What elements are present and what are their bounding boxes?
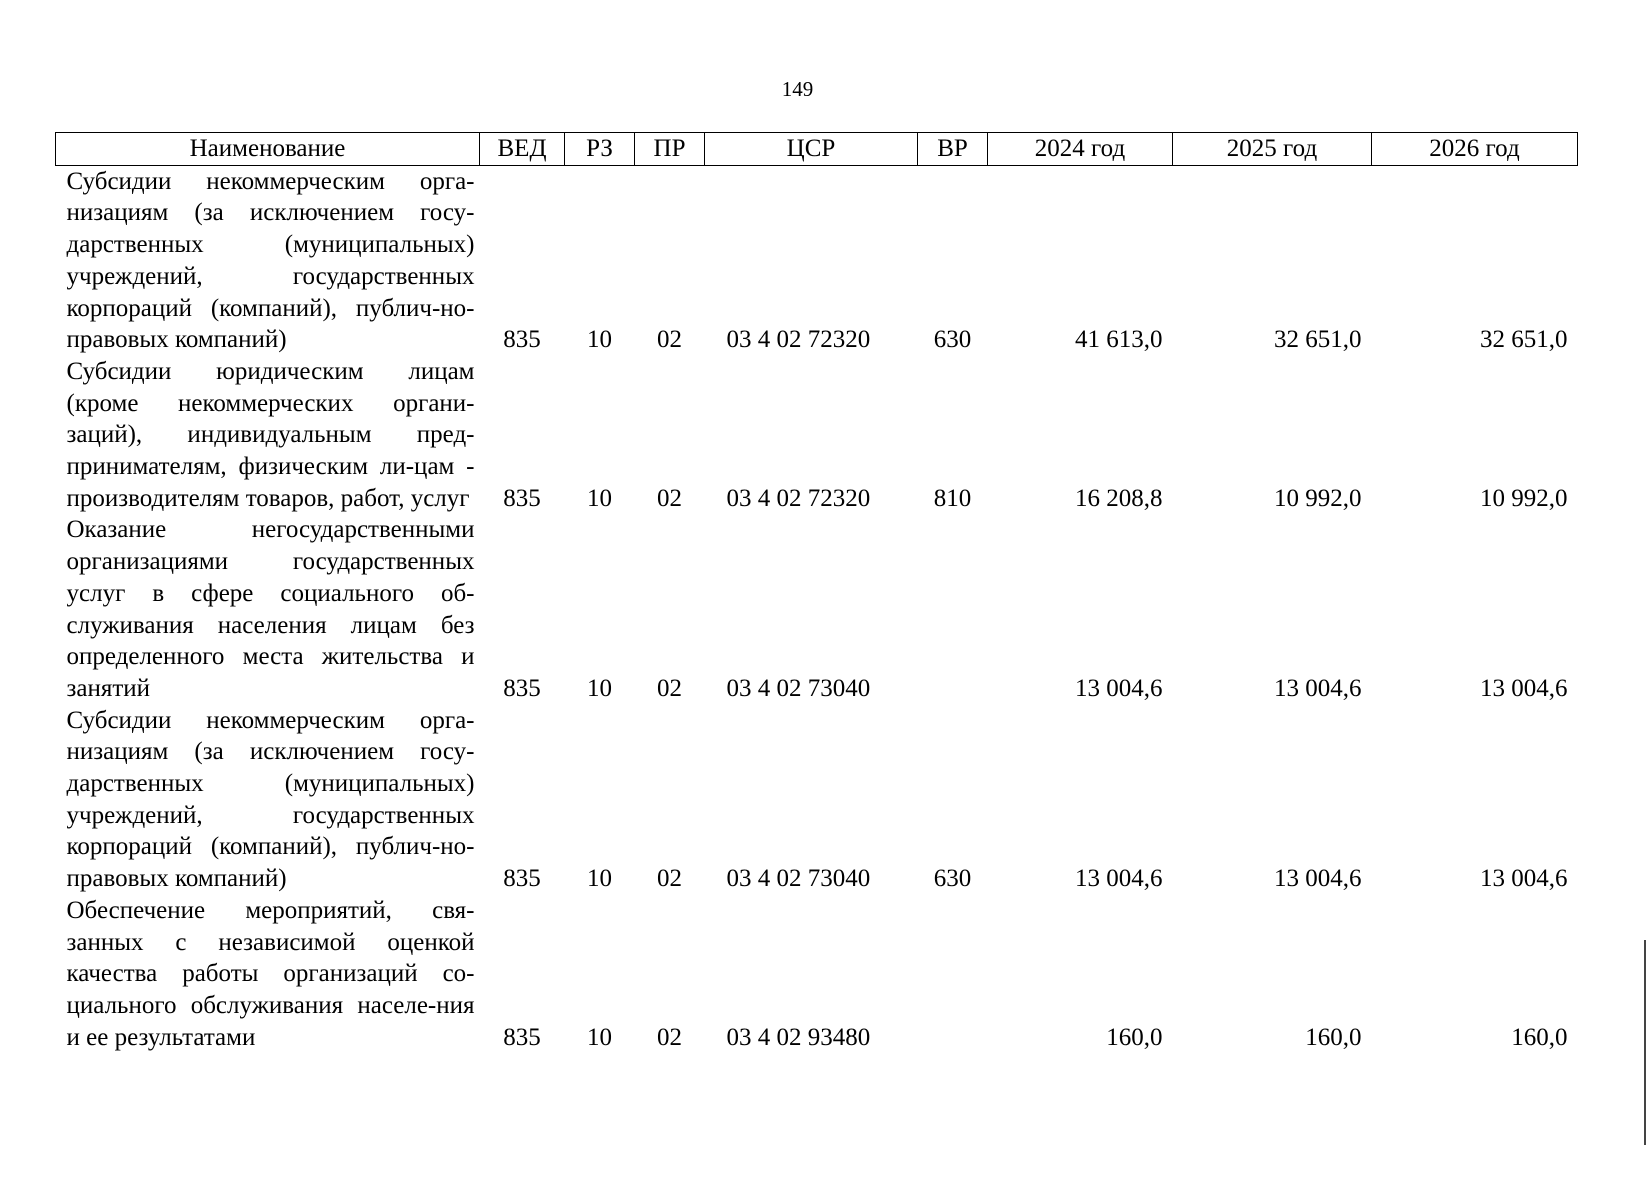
row-csr: 03 4 02 93480 (726, 1023, 871, 1051)
header-2024: 2024 год (988, 133, 1173, 166)
row-vr (918, 895, 988, 1054)
row-vr: 630 (933, 865, 972, 893)
page-number: 149 (781, 77, 814, 101)
row-pr: 02 (657, 484, 682, 512)
row-2025: 13 004,6 (1274, 865, 1362, 893)
row-rz: 10 (587, 674, 612, 702)
row-2026: 13 004,6 (1480, 865, 1568, 893)
row-csr: 03 4 02 73040 (726, 865, 871, 893)
scan-edge-line (1644, 940, 1646, 1145)
row-2026: 10 992,0 (1480, 484, 1568, 512)
row-ved: 835 (503, 865, 541, 893)
header-ved: ВЕД (480, 133, 565, 166)
row-name: Оказание негосударственными организациями государственных услуг в сфере социального об-служивания населения лицам без определенного места жительства и занятий (66, 516, 475, 702)
row-rz: 10 (587, 865, 612, 893)
row-2025: 32 651,0 (1274, 326, 1362, 354)
row-2024: 160,0 (1106, 1023, 1163, 1051)
header-name: Наименование (56, 133, 480, 166)
budget-table (55, 132, 1578, 1053)
table-row (56, 165, 1578, 356)
row-csr: 03 4 02 72320 (726, 484, 871, 512)
header-rz: РЗ (565, 133, 635, 166)
row-2026: 13 004,6 (1480, 674, 1568, 702)
row-2024: 16 208,8 (1075, 484, 1163, 512)
row-name: Обеспечение мероприятий, свя-занных с независимой оценкой качества работы организаций со-циального обслуживания населе-ния и ее результатами (66, 896, 475, 1051)
row-csr: 03 4 02 72320 (726, 326, 871, 354)
row-2025: 10 992,0 (1274, 484, 1362, 512)
header-csr: ЦСР (705, 133, 918, 166)
row-pr: 02 (657, 865, 682, 893)
table-row (56, 514, 1578, 704)
table-row (56, 356, 1578, 515)
row-csr: 03 4 02 73040 (726, 674, 871, 702)
row-name: Субсидии некоммерческим орга-низациям (за исключением госу-дарственных (муниципальных) учреждений, государственных корпораций (компаний), публич-но-правовых компаний) (66, 706, 475, 893)
row-ved: 835 (503, 674, 541, 702)
row-name: Субсидии юридическим лицам (кроме некоммерческих органи-заций), индивидуальным пред-принимателям, физическим ли-цам - производителям товаров, работ, услуг (66, 357, 475, 512)
row-vr: 810 (933, 484, 972, 512)
row-ved: 835 (503, 1023, 541, 1051)
row-ved: 835 (503, 484, 541, 512)
table-row (56, 705, 1578, 895)
row-2024: 13 004,6 (1075, 674, 1163, 702)
row-pr: 02 (657, 674, 682, 702)
header-vr: ВР (918, 133, 988, 166)
row-rz: 10 (587, 326, 612, 354)
header-pr: ПР (635, 133, 705, 166)
row-2026: 160,0 (1511, 1023, 1568, 1051)
table-header-row (56, 133, 1578, 166)
row-2024: 13 004,6 (1075, 865, 1163, 893)
row-2024: 41 613,0 (1075, 326, 1163, 354)
row-pr: 02 (657, 326, 682, 354)
row-vr (918, 514, 988, 704)
row-rz: 10 (587, 1023, 612, 1051)
header-2026: 2026 год (1372, 133, 1578, 166)
row-2026: 32 651,0 (1480, 326, 1568, 354)
row-pr: 02 (657, 1023, 682, 1051)
row-vr: 630 (933, 326, 972, 354)
row-name: Субсидии некоммерческим орга-низациям (за исключением госу-дарственных (муниципальных) учреждений, государственных корпораций (компаний), публич-но-правовых компаний) (66, 167, 475, 354)
row-2025: 13 004,6 (1274, 674, 1362, 702)
table-row (56, 895, 1578, 1054)
row-2025: 160,0 (1305, 1023, 1362, 1051)
row-rz: 10 (587, 484, 612, 512)
header-2025: 2025 год (1173, 133, 1372, 166)
row-ved: 835 (503, 326, 541, 354)
